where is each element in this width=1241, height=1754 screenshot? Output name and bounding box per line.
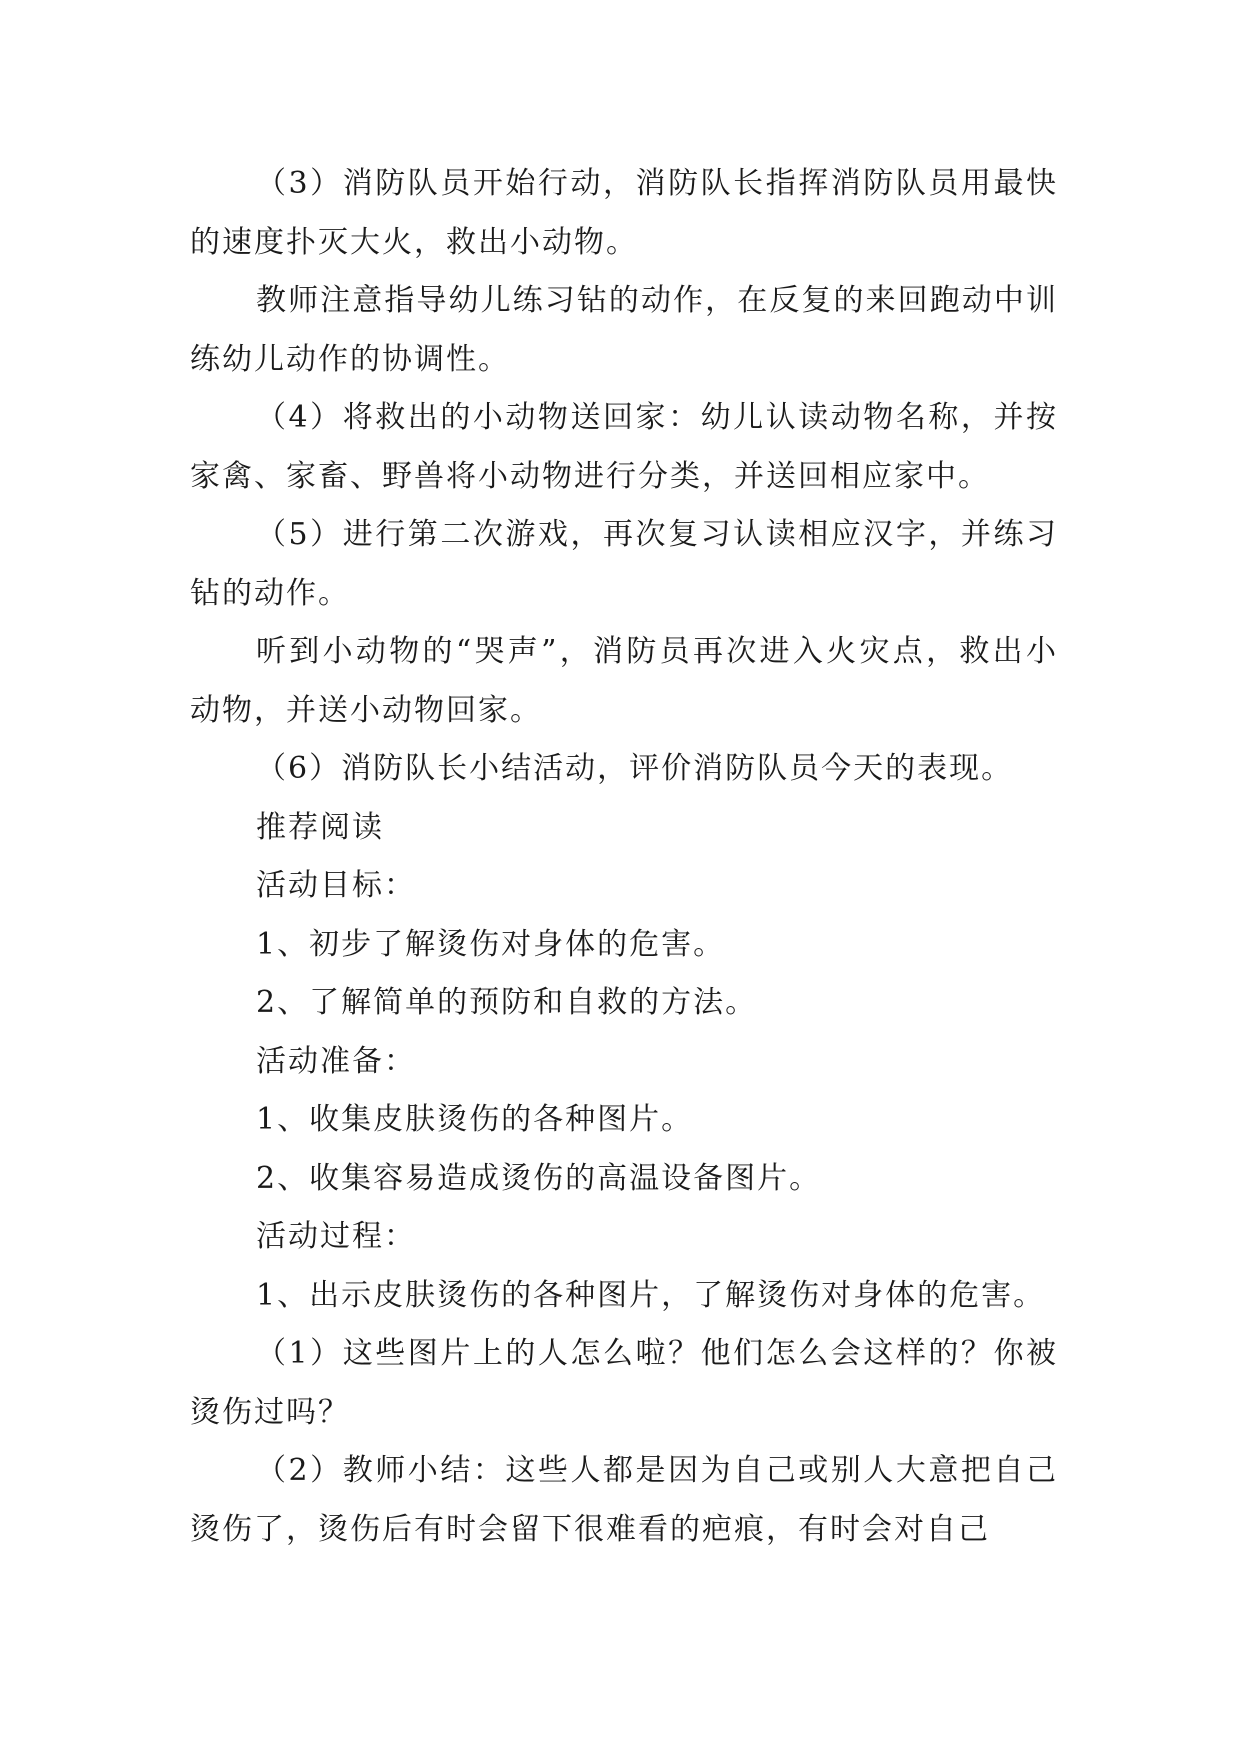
paragraph-step-4: （4）将救出的小动物送回家：幼儿认读动物名称，并按家禽、家畜、野兽将小动物进行分类，并送回相应家中。 — [190, 400, 1058, 494]
paragraph-animal-cry: 听到小动物的“哭声”，消防员再次进入火灾点，救出小动物，并送小动物回家。 — [190, 634, 1058, 728]
goal-item-1: 1、初步了解烫伤对身体的危害。 — [256, 926, 726, 962]
recommended-reading-heading: 推荐阅读 — [256, 809, 384, 845]
document-body — [190, 155, 1058, 1559]
process-sub-item-1: （1）这些图片上的人怎么啦？他们怎么会这样的？你被烫伤过吗？ — [190, 1336, 1058, 1430]
activity-process-heading: 活动过程： — [256, 1219, 416, 1254]
paragraph-step-6: （6）消防队长小结活动，评价消防队员今天的表现。 — [256, 751, 1014, 786]
paragraph-step-5: （5）进行第二次游戏，再次复习认读相应汉字，并练习钻的动作。 — [190, 517, 1058, 611]
paragraph-teacher-guidance: 教师注意指导幼儿练习钻的动作，在反复的来回跑动中训练幼儿动作的协调性。 — [190, 283, 1058, 377]
process-item-1: 1、出示皮肤烫伤的各种图片，了解烫伤对身体的危害。 — [256, 1277, 1046, 1313]
preparation-item-2: 2、收集容易造成烫伤的高温设备图片。 — [256, 1160, 822, 1196]
process-sub-item-2: （2）教师小结：这些人都是因为自己或别人大意把自己烫伤了，烫伤后有时会留下很难看的疤痕，有时会对自己 — [190, 1453, 1058, 1547]
activity-goals-heading: 活动目标： — [256, 868, 416, 903]
goal-item-2: 2、了解简单的预防和自救的方法。 — [256, 985, 758, 1020]
activity-preparation-heading: 活动准备： — [256, 1043, 416, 1079]
preparation-item-1: 1、收集皮肤烫伤的各种图片。 — [256, 1102, 694, 1137]
paragraph-step-3: （3）消防队员开始行动，消防队长指挥消防队员用最快的速度扑灭大火，救出小动物。 — [190, 166, 1058, 260]
